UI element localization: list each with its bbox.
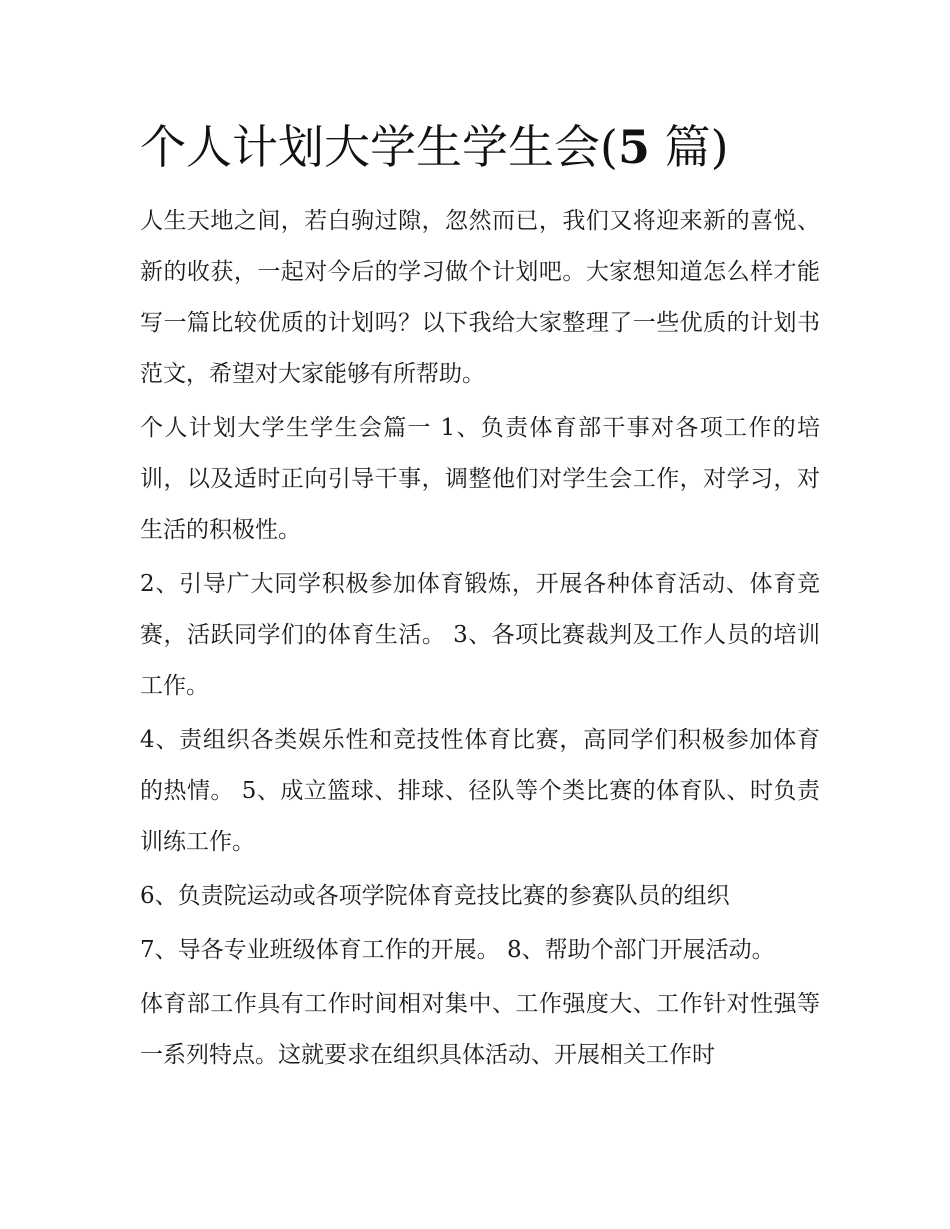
paragraph-conclusion: 体育部工作具有工作时间相对集中、工作强度大、工作针对性强等一系列特点。这就要求在组织具体活动、开展相关工作时 (140, 991, 820, 1068)
title-number: 5 (617, 120, 650, 174)
document-body (140, 196, 820, 1084)
title-suffix: 篇) (649, 120, 729, 174)
paragraph-item-1: 个人计划大学生学生会篇一 1、负责体育部干事对各项工作的培训，以及适时正向引导干事，调整他们对学生会工作，对学习，对生活的积极性。 (140, 415, 820, 543)
paragraph-item-6: 6、负责院运动或各项学院体育竞技比赛的参赛队员的组织 (140, 883, 730, 909)
paragraph-items-2-3: 2、引导广大同学积极参加体育锻炼，开展各种体育活动、体育竞赛，活跃同学们的体育生活。 3、各项比赛裁判及工作人员的培训工作。 (140, 571, 820, 699)
paragraph-intro: 人生天地之间，若白驹过隙，忽然而已，我们又将迎来新的喜悦、新的收获，一起对今后的学习做个计划吧。大家想知道怎么样才能写一篇比较优质的计划吗？以下我给大家整理了一些优质的计划书范文，希望对大家能够有所帮助。 (140, 208, 820, 387)
document-title (140, 112, 840, 182)
paragraph-items-4-5: 4、责组织各类娱乐性和竞技性体育比赛，高同学们积极参加体育的热情。 5、成立篮球、排球、径队等个类比赛的体育队、时负责训练工作。 (140, 727, 820, 855)
paragraph-items-7-8: 7、导各专业班级体育工作的开展。 8、帮助个部门开展活动。 (140, 937, 775, 963)
title-prefix: 个人计划大学生学生会( (140, 120, 618, 174)
